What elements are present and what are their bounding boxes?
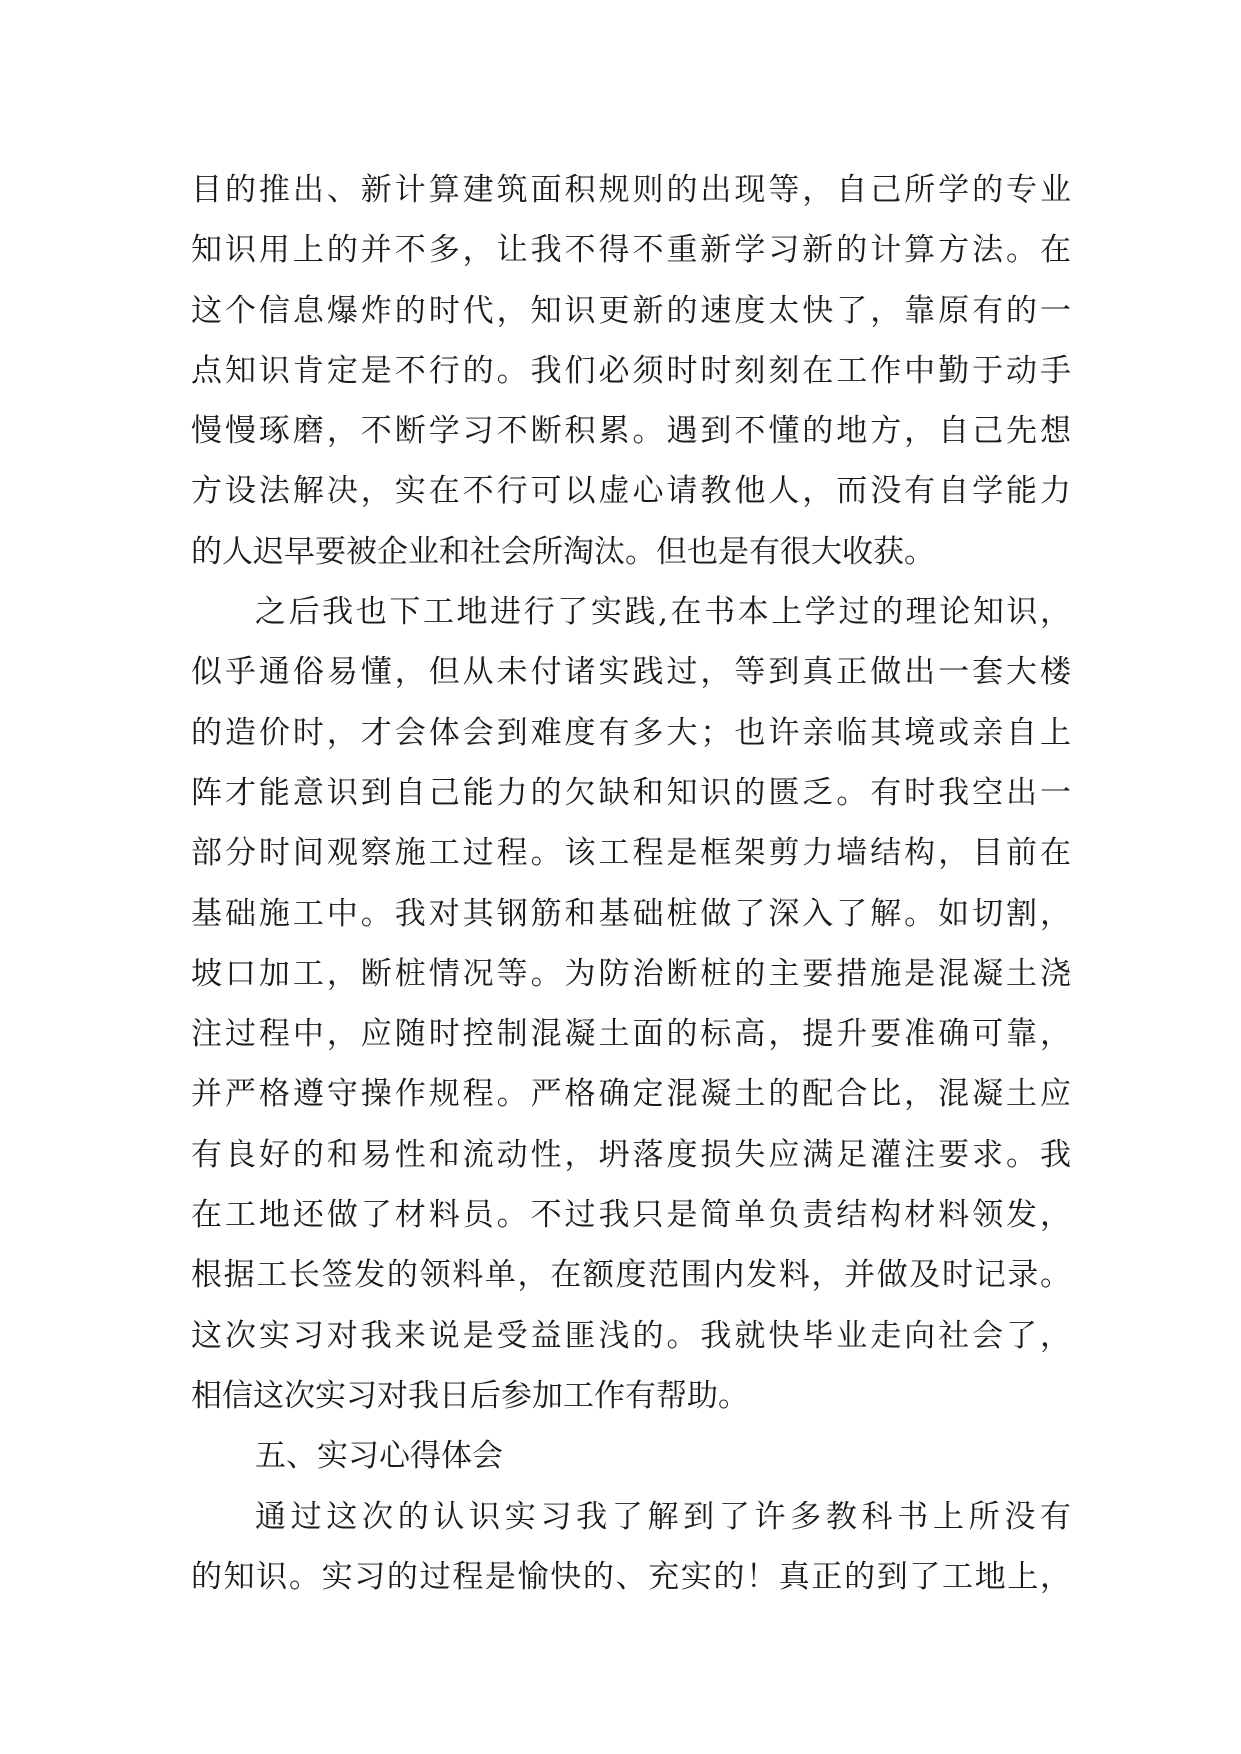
paragraph-first-line: 之后我也下工地进行了实践,在书本上学过的理论知识， xyxy=(255,594,1071,631)
text-line: 在工地还做了材料员。不过我只是简单负责结构材料领发， xyxy=(191,1197,1071,1234)
text-line: 这个信息爆炸的时代，知识更新的速度太快了，靠原有的一 xyxy=(191,292,1071,329)
text-line: 并严格遵守操作规程。严格确定混凝土的配合比，混凝土应 xyxy=(191,1076,1071,1113)
text-line: 阵才能意识到自己能力的欠缺和知识的匮乏。有时我空出一 xyxy=(191,774,1071,811)
text-line: 似乎通俗易懂，但从未付诸实践过，等到真正做出一套大楼 xyxy=(191,654,1071,691)
text-line: 注过程中，应随时控制混凝土面的标高，提升要准确可靠， xyxy=(191,1016,1071,1053)
text-line: 慢慢琢磨，不断学习不断积累。遇到不懂的地方，自己先想 xyxy=(191,413,1071,450)
text-line: 的人迟早要被企业和社会所淘汰。但也是有很大收获。 xyxy=(191,533,935,570)
text-line: 坡口加工，断桩情况等。为防治断桩的主要措施是混凝土浇 xyxy=(191,955,1071,992)
text-line: 相信这次实习对我日后参加工作有帮助。 xyxy=(191,1377,749,1414)
text-line: 知识用上的并不多，让我不得不重新学习新的计算方法。在 xyxy=(191,232,1071,269)
body-text xyxy=(191,160,1071,1607)
text-line: 有良好的和易性和流动性，坍落度损失应满足灌注要求。我 xyxy=(191,1136,1071,1173)
text-line: 部分时间观察施工过程。该工程是框架剪力墙结构，目前在 xyxy=(191,835,1071,872)
text-line: 这次实习对我来说是受益匪浅的。我就快毕业走向社会了， xyxy=(191,1317,1071,1354)
section-heading: 五、实习心得体会 xyxy=(255,1438,503,1475)
text-line: 基础施工中。我对其钢筋和基础桩做了深入了解。如切割， xyxy=(191,895,1071,932)
text-line: 目的推出、新计算建筑面积规则的出现等，自己所学的专业 xyxy=(191,172,1071,208)
text-line: 点知识肯定是不行的。我们必须时时刻刻在工作中勤于动手 xyxy=(191,352,1071,389)
text-line: 根据工长签发的领料单，在额度范围内发料，并做及时记录。 xyxy=(191,1257,1071,1294)
paragraph-first-line: 通过这次的认识实习我了解到了许多教科书上所没有 xyxy=(255,1498,1071,1535)
text-line: 的造价时，才会体会到难度有多大；也许亲临其境或亲自上 xyxy=(191,714,1071,751)
text-line: 方设法解决，实在不行可以虚心请教他人，而没有自学能力 xyxy=(191,473,1071,510)
text-line: 的知识。实习的过程是愉快的、充实的！真正的到了工地上， xyxy=(191,1558,1071,1595)
